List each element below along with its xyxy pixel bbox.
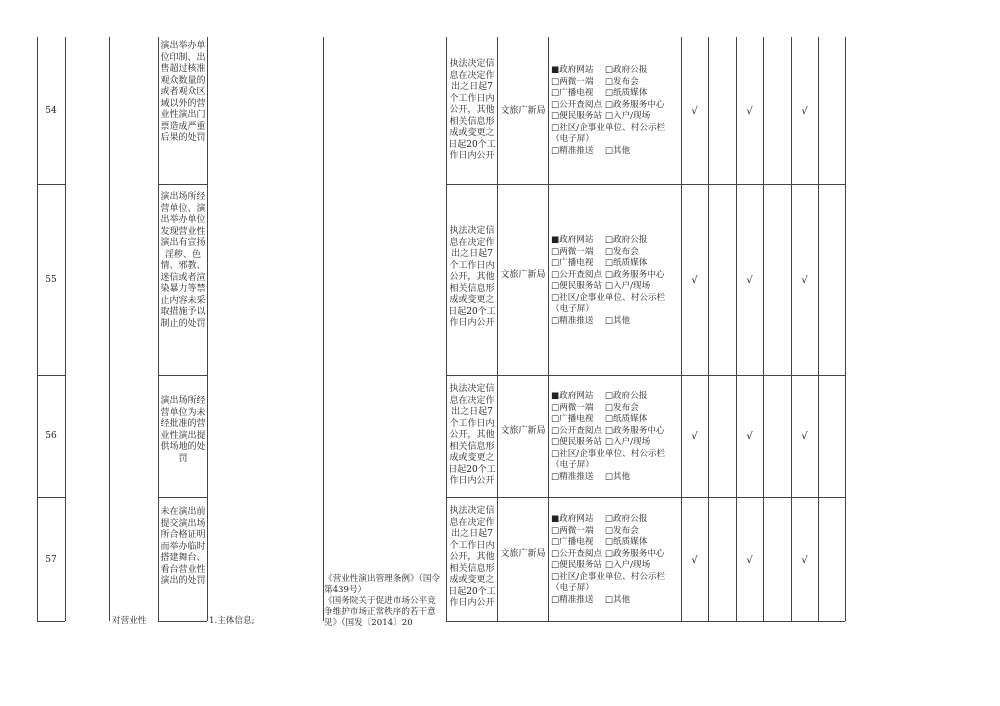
row-number: 54: [45, 106, 57, 116]
grid-line: [736, 37, 737, 621]
grid-line: [37, 497, 65, 498]
grid-line: [65, 37, 66, 621]
grid-line: [845, 37, 846, 621]
grid-line: [497, 37, 498, 621]
grid-line: [37, 621, 65, 622]
check-mark: √: [746, 431, 753, 442]
grid-line: [37, 375, 65, 376]
check-mark: √: [746, 106, 753, 117]
check-mark: √: [801, 431, 808, 442]
grid-line: [708, 37, 709, 621]
row-number: 56: [45, 431, 57, 441]
grid-line: [158, 184, 207, 185]
item-name-cell: 演出场所经营单位为未经批准的营业性演出提供场地的处罚: [160, 396, 206, 464]
grid-line: [791, 37, 792, 621]
check-mark: √: [801, 555, 808, 566]
publish-channels-cell: ■政府网站 □政府公报 □两微一端 □发布会 □广播电视 □纸质媒体 □公开查阅点 □政务服务中心 □便民服务站 □入户/现场 □社区/企事业单位、村公示栏 （电子屏） □精准推送 □其他: [551, 235, 666, 326]
department-cell: 文旅广新局: [500, 549, 546, 559]
grid-line: [109, 37, 110, 621]
grid-line: [37, 184, 65, 185]
department-cell: 文旅广新局: [500, 270, 546, 280]
check-mark: √: [801, 106, 808, 117]
grid-line: [548, 37, 549, 621]
item-name-cell: 演出场所经营单位、演出举办单位发现营业性演出有宣扬淫秽、色情、邪教、迷信或者渲染暴力等禁止内容未采取措施予以制止的处罚: [160, 192, 206, 329]
grid-line: [818, 37, 819, 621]
grid-line: [37, 37, 38, 621]
row-number: 57: [45, 555, 57, 565]
grid-line: [158, 375, 207, 376]
publish-channels-cell: ■政府网站 □政府公报 □两微一端 □发布会 □广播电视 □纸质媒体 □公开查阅点 □政务服务中心 □便民服务站 □入户/现场 □社区/企事业单位、村公示栏 （电子屏） □精准推送 □其他: [551, 514, 666, 605]
grid-line: [763, 37, 764, 621]
grid-line: [446, 497, 845, 498]
publish-timing-cell: 执法决定信息在决定作出之日起7个工作日内公开，其他相关信息形成或变更之日起20个工作日内公开: [448, 226, 496, 328]
grid-line: [446, 621, 845, 622]
grid-line: [158, 497, 207, 498]
publish-channels-cell: ■政府网站 □政府公报 □两微一端 □发布会 □广播电视 □纸质媒体 □公开查阅点 □政务服务中心 □便民服务站 □入户/现场 □社区/企事业单位、村公示栏 （电子屏） □精准推送 □其他: [551, 65, 666, 156]
category-cell-fragment: 对营业性: [112, 616, 147, 626]
grid-line: [446, 37, 447, 621]
department-cell: 文旅广新局: [500, 426, 546, 436]
content-cell-fragment: 1.主体信息;: [209, 616, 255, 626]
grid-line: [446, 184, 845, 185]
row-number: 55: [45, 275, 57, 285]
publish-channels-cell: ■政府网站 □政府公报 □两微一端 □发布会 □广播电视 □纸质媒体 □公开查阅点 □政务服务中心 □便民服务站 □入户/现场 □社区/企事业单位、村公示栏 （电子屏） □精准推送 □其他: [551, 391, 666, 482]
check-mark: √: [746, 275, 753, 286]
grid-line: [158, 37, 159, 621]
check-mark: √: [691, 555, 698, 566]
check-mark: √: [746, 555, 753, 566]
grid-line: [323, 37, 324, 621]
check-mark: √: [801, 275, 808, 286]
grid-line: [158, 621, 207, 622]
grid-line: [446, 375, 845, 376]
check-mark: √: [691, 275, 698, 286]
department-cell: 文旅广新局: [500, 106, 546, 116]
grid-line: [207, 37, 208, 621]
publish-timing-cell: 执法决定信息在决定作出之日起7个工作日内公开，其他相关信息形成或变更之日起20个工作日内公开: [448, 506, 496, 608]
check-mark: √: [691, 431, 698, 442]
publish-timing-cell: 执法决定信息在决定作出之日起7个工作日内公开，其他相关信息形成或变更之日起20个工作日内公开: [448, 59, 496, 161]
item-name-cell: 演出举办单位印制、出售超过核准观众数量的或者观众区域以外的营业性演出门票造成严重后果的处罚: [160, 41, 206, 143]
legal-basis-cell: 《营业性演出管理条例》（国令第439号） 《国务院关于促进市场公平竞争维护市场正常秩序的若干意见》（国发〔2014〕20: [324, 574, 441, 628]
check-mark: √: [691, 106, 698, 117]
item-name-cell: 未在演出前提交演出场所合格证明而举办临时搭建舞台、看台营业性演出的处罚: [160, 507, 206, 586]
publish-timing-cell: 执法决定信息在决定作出之日起7个工作日内公开，其他相关信息形成或变更之日起20个工作日内公开: [448, 384, 496, 486]
